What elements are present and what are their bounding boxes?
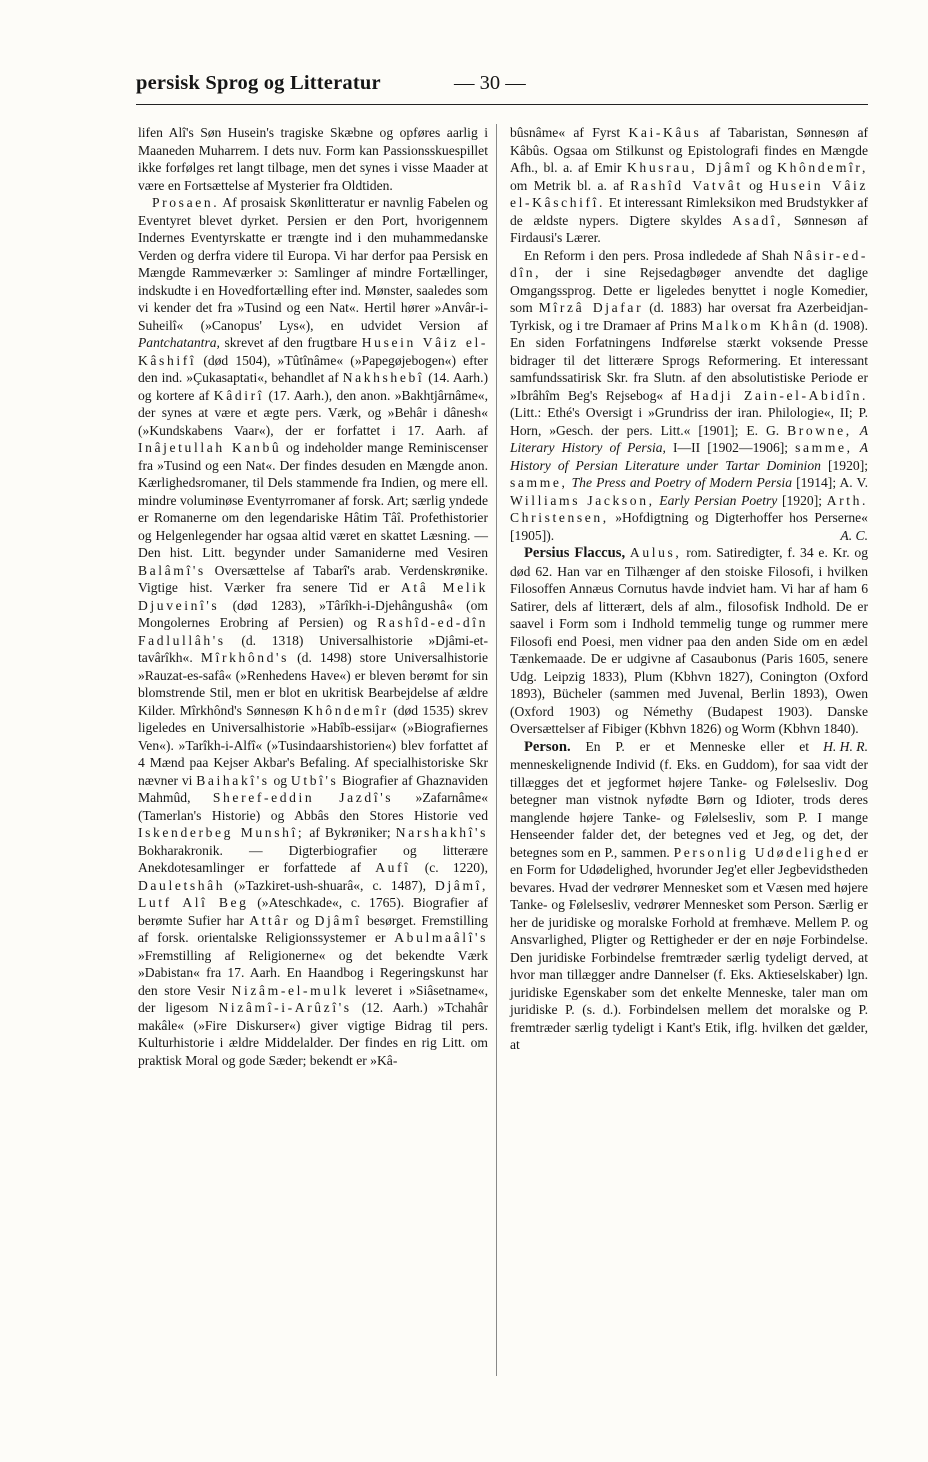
running-title: persisk Sprog og Litteratur	[136, 72, 381, 94]
paragraph-passion-play: lifen Alî's Søn Husein's tragiske Skæbne og opføres aarlig i Maaneden Muharrem. I dets nuv. Form kan Passionsskuespillet ikke forfølges ret langt tilbage, men det synes i visse Maader at være en Fortsættelse af Mysterier fra Oldtiden.	[138, 125, 488, 193]
entry-persius: Persius Flaccus, Aulus, rom. Satiredigter, f. 34 e. Kr. og død 62. Han var en Tilhænger af den stoiske Filosofi, i hvilken Filosoffen Annæus Cornutus havde indviet ham. Vi har af ham 6 Satirer, dels af litterært, dels af alm., filosofisk Indhold. De er saavel i Form som i Indhold temmelig tunge og rummer mere Filosofi end Poesi, men vidner paa den anden Side om en ædel Tænkemaade. De er udgivne af Casaubonus (Paris 1605, senere Udg. Leipzig 1833), Plum (Kbhvn 1827), Conington (Oxford 1893), Bücheler (sammen med Juvenal, Berlin 1893), Owen (Oxford 1903) og Némethy (Budapest 1903). Danske Oversættelser af Fibiger (Kbhvn 1826) og Worm (Kbhvn 1840). H. H. R.	[510, 545, 869, 754]
paragraph-prose: Prosaen. Af prosaisk Skønlitteratur er navnlig Fabelen og Eventyret blevet dyrket. Persien er den Port, hvorigennem Indernes Eventyrskatte er trængte ind i den muhammedanske Verden og derfra videre til Europa. Vi har derfor paa Persisk en Mængde Rammeværker ɔ: Samlinger af mindre Fortællinger, indskudte i en Hovedfortælling efter ind. Mønster, saaledes som vi kender det fra »Tusind og een Nat«. Hertil hører »Anvâr-i-Suheilî« (»Canopus' Lys«), en udvidet Version af Pantchatantra, skrevet af den frugtbare Husein Vâiz el-Kâshifî (død 1504), »Tûtînâme« (»Papegøjebogen«) efter den ind. »Çukasaptati«, behandlet af Nakhshebî (14. Aarh.) og kortere af Kâdirî (17. Aarh.), den anon. »Bakhtjârnâme«, der synes at være et ægte pers. Værk, og »Behâr i dânesh« (»Kundskabens Vaar«), der er forfattet i 17. Aarh. af Inâjetullah Kanbû og indeholder mange Reminiscenser fra »Tusind og een Nat«. Der findes desuden en Mængde anon. Kærlighedsromaner, til Dels stammende fra Indien, og mere ell. mindre voluminøse Eventyrromaner af forsk. Art; særlig yndede er Romanerne om den legendariske Hâtim Tâî. Profethistorier og Helgenlegender har ogsaa altid været en skattet Læsning. — Den hist. Litt. begynder under Samaniderne med Vesiren Balâmî's Oversættelse af Tabarî's arab. Verdenskrønike. Vigtige hist. Værker fra senere Tid er Atâ Melik Djuveinî's (død 1283), »Târîkh-i-Djehângushâ« (om Mongolernes Erobring af Persien) og Rashîd-ed-dîn Fadlullâh's (d. 1318) Universalhistorie »Djâmi-et-tavârîkh«. Mîrkhônd's (d. 1498) store Universalhistorie »Rauzat-es-safâ« (»Renhedens Have«) er bleven berømt for sin blomstrende Stil, men er blot en ukritisk Bearbejdelse af ældre Kilder. Mîrkhônd's Sønnesøn Khôndemîr (død 1535) skrev ligeledes en Universalhistorie »Habîb-essijar« (»Biografiernes Ven«). »Tarîkh-i-Alfî« (»Tusindaarshistorien«) blev forfattet af 4 Mænd paa Kejser Akbar's Befaling. Af specialhistoriske Skr nævner vi Baihakî's og Utbî's Biografier af Ghaznaviden Mahmûd, Sheref-eddin Jazdî's »Zafarnâme« (Tamerlan's Historie) og Abbâs den Stores Historie ved Iskenderbeg Munshî; af Bykrøniker; Narshakhî's Bokharakronik. — Digterbiografier og litterære Anekdotesamlinger er forfattede af Aufî (c. 1220), Dauletshâh (»Tazkiret-ush-shuarâ«, c. 1487), Djâmî, Lutf Alî Beg (»Ateschkade«, c. 1765). Biografier af berømte Sufier har Attâr og Djâmî besørget. Fremstilling af forsk. orientalske Religionssystemer er Abulmaâlî's »Fremstilling af Religionerne« og det bekendte Værk »Dabistan« fra 17. Aarh. En Haandbog i Regeringskunst har den store Vesir Nizâm-el-mulk leveret i »Siâsetname«, der ligesom Nizâmî-i-Arûzî's (12. Aarh.) »Tchahâr makâle« (»Fire Diskurser«) giver vigtige Bidrag til pers. Kulturhistorie i ældre Middelalder. Der findes en rig Litt. om praktisk Moral og gode Sæder; bekendt er »Kâ-	[138, 195, 489, 1068]
left-column	[138, 124, 488, 1069]
section-heading-prose: Prosaen.	[152, 195, 220, 210]
paragraph-stylistics: bûsnâme« af Fyrst Kai-Kâus af Tabaristan, Sønnesøn af Kâbûs. Ogsaa om Stilkunst og Epistolografi findes en Mængde Afh., bl. a. af Emir Khusrau, Djâmî og Khôndemîr, om Metrik bl. a. af Rashîd Vatvât og Husein Vâiz el-Kâschifî. Et interessant Rimleksikon med Brudstykker af de ældste nypers. Digtere skyldes Asadî, Sønnesøn af Firdausi's Lærer.	[510, 125, 869, 245]
author-signature: H. H. R.	[823, 738, 868, 754]
author-signature: A. C.	[840, 527, 868, 543]
column-divider	[496, 124, 497, 1376]
entry-person: Person. En P. er et Menneske eller et menneskelignende Individ (f. Eks. en Guddom), for saa vidt der tillægges det et jegformet højere Tanke- og Følelsesliv. Dog betegner man vistnok nyfødte Børn og Idioter, trods deres manglende højere Tanke- og Følelsesliv, som P. I mange Henseender falder det, der betegnes ved et Jeg, og det, der betegnes som en P., sammen. Personlig Udødelighed er en Form for Udødelighed, hvorunder Jeg'et eller Jegbevidstheden bevares. Hvad der vedrører Mennesket som et Væsen med højere Tanke- og Følelsesliv, vedrører Mennesket som Person. Særlig er her de juridiske og moralske Forhold at fremhæve. Mellem P. og Ansvarlighed, Pligter og Rettigheder er der en nøje Forbindelse. Den juridiske Forbindelse fremtræder særlig tydeligt derved, at hvor man tillægger andre Dannelser (f. Eks. Aktieselskaber) lgn. juridiske Egenskaber som det enkelte Menneske, taler man om juridiske P. (s. d.). Forbindelsen mellem det moralske og P. fremtræder særlig tydeligt i Kant's Etik, iflg. hvilken det gælder, at	[510, 738, 868, 1052]
entry-headword: Person.	[524, 738, 571, 755]
header-rule	[136, 104, 868, 105]
paragraph-prose-reform: En Reform i den pers. Prosa indledede af Shah Nâsir-ed-dîn, der i sine Rejsedagbøger anvendte det daglige Omgangssprog. Dette er ligeledes benyttet i nogle Komedier, som Mîrzâ Djafar (d. 1883) har oversat fra Azerbeidjan-Tyrkisk, og i tre Dramaer af Prins Malkom Khân (d. 1908). En siden Forfatningens Indførelse stærkt voksende Presse bidrager til det litterære Sprogs Reformering. Et interessant samfundssatirisk Skr. fra Slutn. af den absolutistiske Periode er »Ibrâhîm Beg's Rejsebog« af Hadji Zain-el-Abidîn. (Litt.: Ethé's Oversigt i »Grundriss der iran. Philologie«, II; P. Horn, »Gesch. der pers. Litt.« [1901]; E. G. Browne, A Literary History of Persia, I—II [1902—1906]; samme, A History of Persian Literature under Tartar Dominion [1920]; samme, The Press and Poetry of Modern Persia [1914]; A. V. Williams Jackson, Early Persian Poetry [1920]; Arth. Christensen, »Hofdigtning og Digterhoffer hos Perserne« [1905]). A. C.	[510, 247, 869, 543]
page-number: — 30 —	[454, 72, 526, 94]
running-header	[136, 72, 868, 102]
entry-headword: Persius Flaccus,	[524, 545, 626, 561]
right-column	[510, 124, 868, 1054]
